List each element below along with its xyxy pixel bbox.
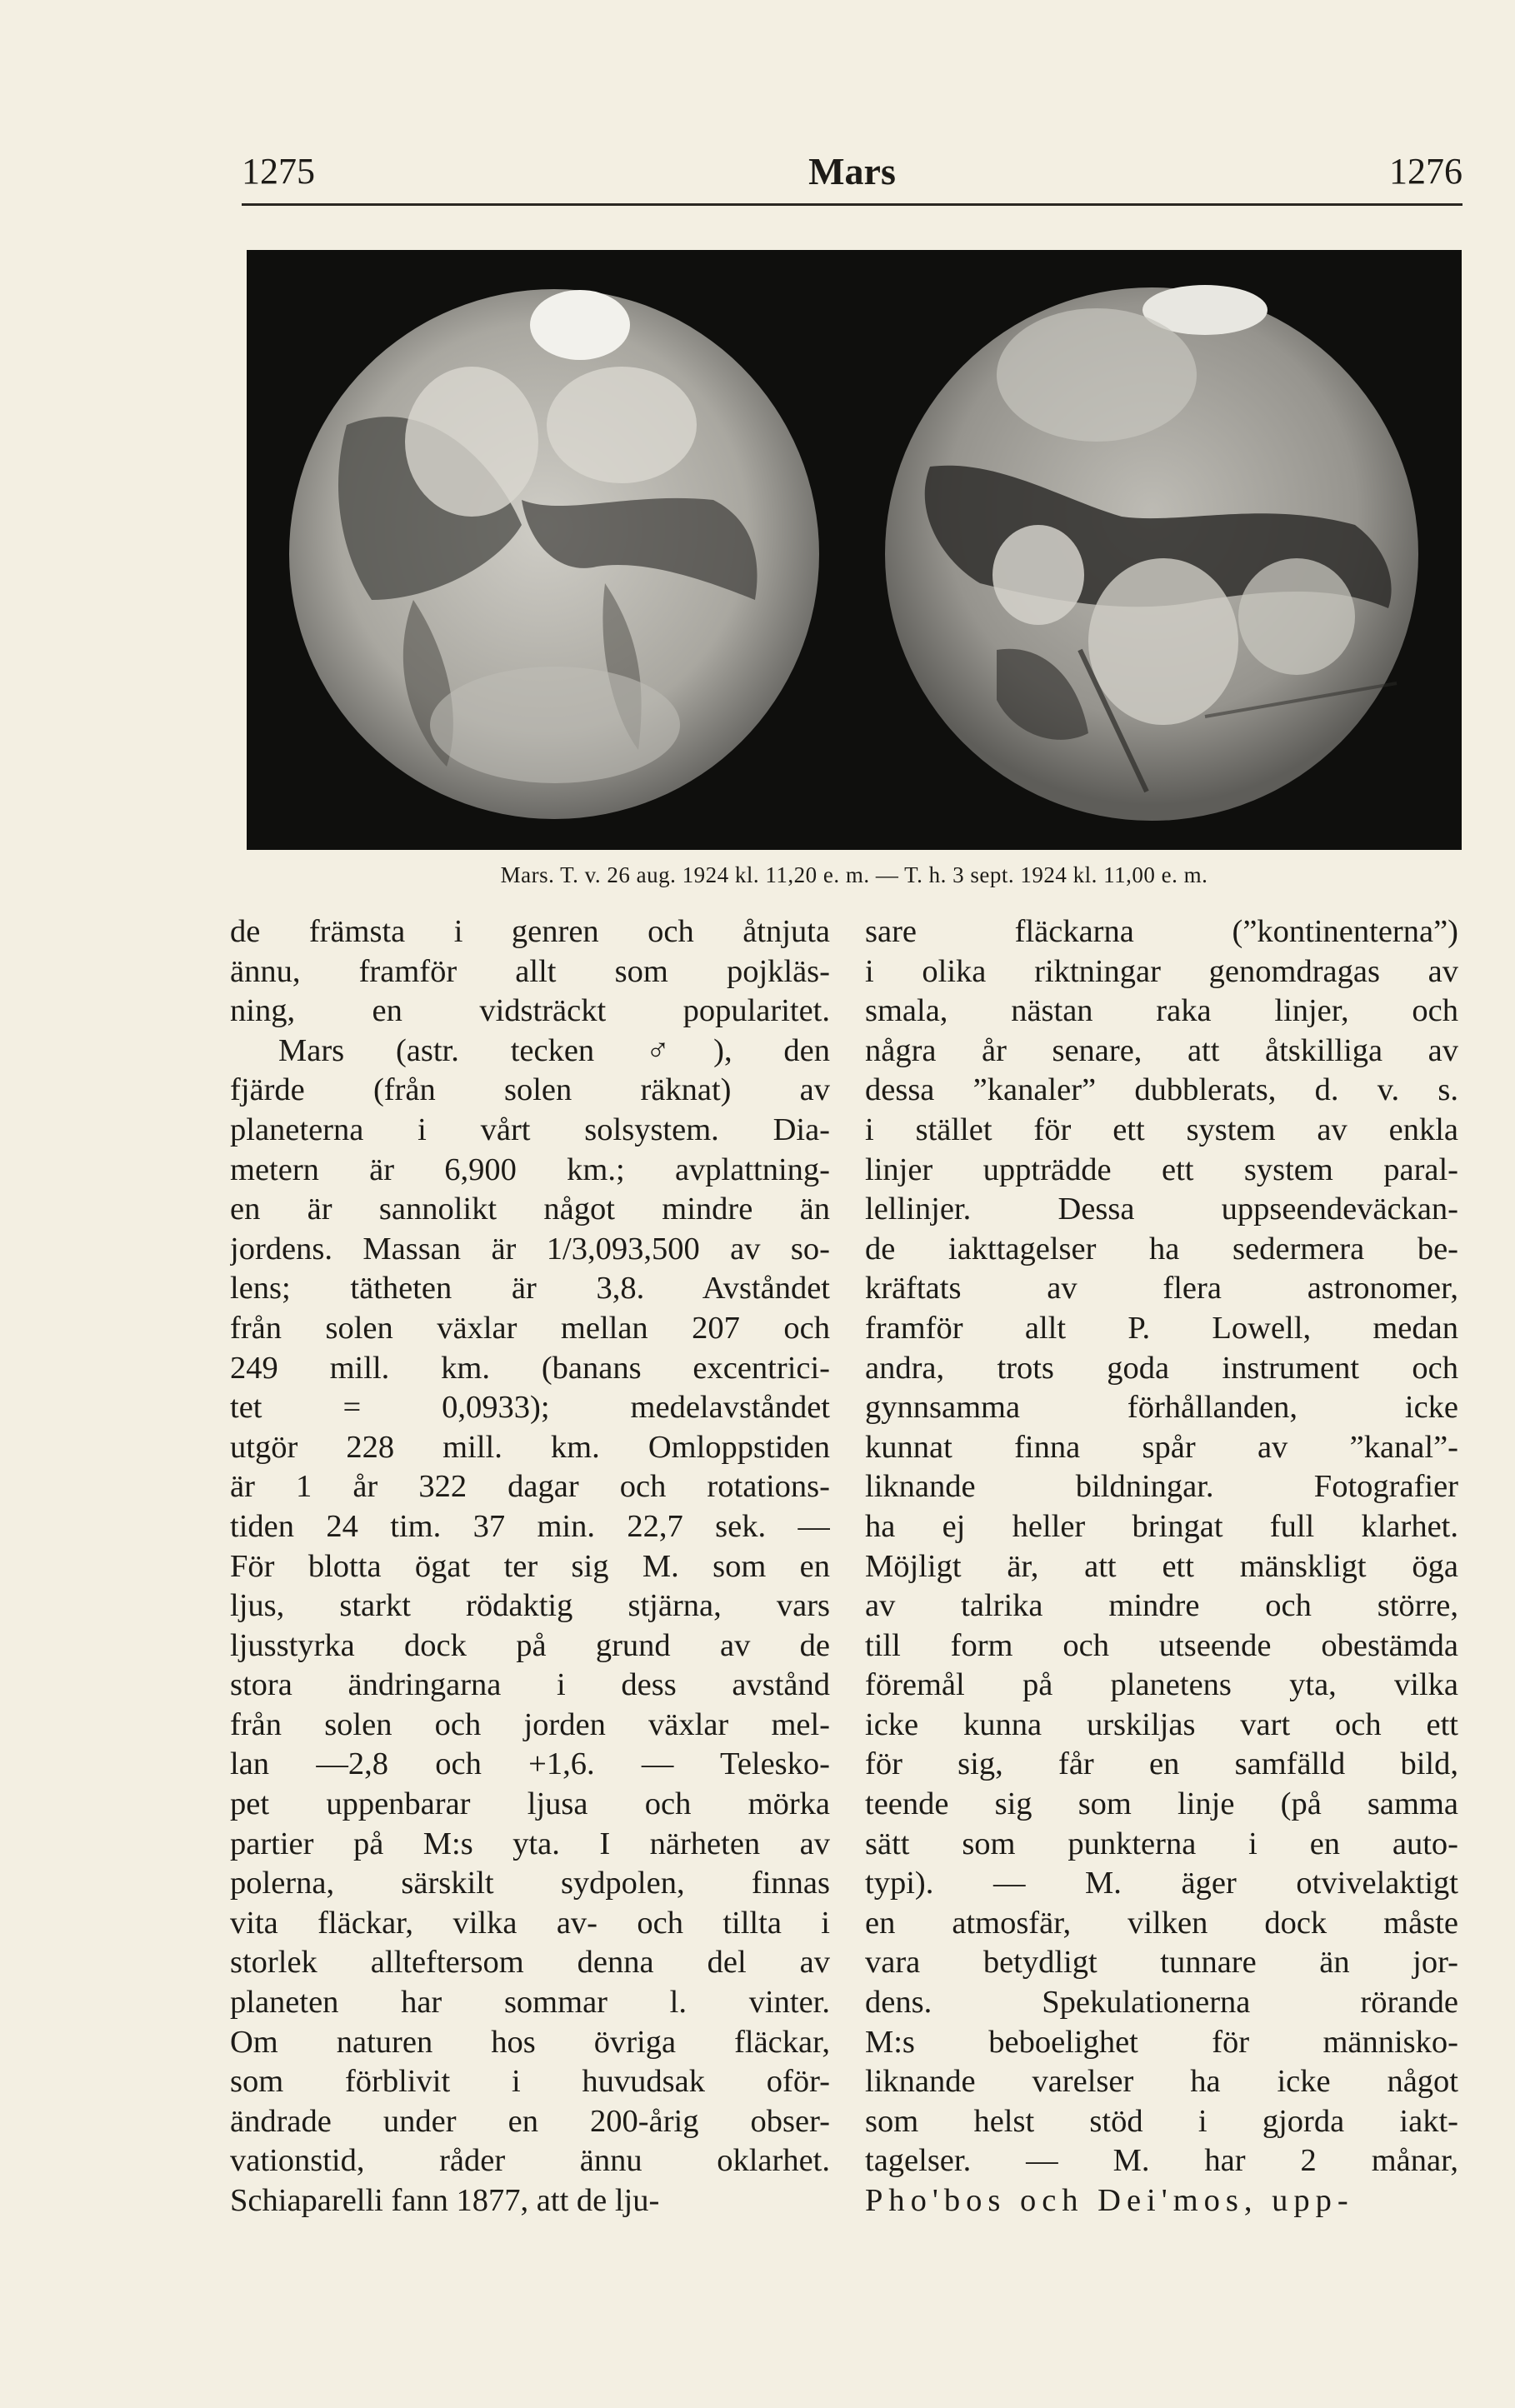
text-line: Pho'bos och Dei'mos, upp- <box>865 2183 1354 2218</box>
text-line: fjärde (från solen räknat) av <box>230 1072 830 1108</box>
entry-heading-line: Mars (astr. tecken ♂), den <box>278 1032 830 1068</box>
text-line: partier på M:s yta. I närheten av <box>230 1826 830 1861</box>
figure-caption: Mars. T. v. 26 aug. 1924 kl. 11,20 e. m. — T. h. 3 sept. 1924 kl. 11,00 e. m. <box>500 862 1208 887</box>
text-line: ljus, starkt rödaktig stjärna, vars <box>230 1588 830 1624</box>
text-line: icke kunna urskiljas vart och ett <box>865 1706 1458 1742</box>
text-line: planeterna i vårt solsystem. Dia- <box>230 1112 830 1147</box>
text-line: för sig, får en samfälld bild, <box>865 1746 1458 1782</box>
text-line: vita fläckar, vilka av- och tillta i <box>230 1905 830 1941</box>
right-text-column <box>865 912 1458 2221</box>
text-line: i stället för ett system av enkla <box>865 1112 1458 1147</box>
text-line: dens. Spekulationerna rörande <box>865 1985 1458 2021</box>
text-line: 249 mill. km. (banans excentrici- <box>230 1350 830 1386</box>
text-line: tagelser. — M. har 2 månar, <box>865 2143 1458 2179</box>
text-line: från solen och jorden växlar mel- <box>230 1706 830 1742</box>
text-line: Schiaparelli fann 1877, att de lju- <box>230 2183 660 2218</box>
text-line: typi). — M. äger otvivelaktigt <box>865 1866 1458 1901</box>
page-header <box>242 148 1462 207</box>
text-line: För blotta ögat ter sig M. som en <box>230 1548 830 1584</box>
text-line: utgör 228 mill. km. Omloppstiden <box>230 1429 830 1465</box>
text-line: dessa ”kanaler” dubblerats, d. v. s. <box>865 1072 1458 1108</box>
text-line: ning, en vidsträckt popularitet. <box>230 993 830 1029</box>
text-line: de främsta i genren och åtnjuta <box>230 914 830 949</box>
text-line: stora ändringarna i dess avstånd <box>230 1667 830 1703</box>
text-line: lens; tätheten är 3,8. Avståndet <box>230 1271 830 1306</box>
text-line: som helst stöd i gjorda iakt- <box>865 2103 1458 2139</box>
text-line: kunnat finna spår av ”kanal”- <box>865 1429 1458 1465</box>
text-line: av talrika mindre och större, <box>865 1588 1458 1624</box>
text-line: liknande varelser ha icke något <box>865 2064 1458 2100</box>
text-line: tiden 24 tim. 37 min. 22,7 sek. — <box>230 1508 830 1544</box>
text-line: polerna, särskilt sydpolen, finnas <box>230 1866 830 1901</box>
text-line: ändrade under en 200-årig obser- <box>230 2103 830 2139</box>
text-line: till form och utseende obestämda <box>865 1627 1458 1663</box>
text-line: i olika riktningar genomdragas av <box>865 953 1458 989</box>
text-line: sare fläckarna (”kontinenterna”) <box>865 914 1458 949</box>
text-line: från solen växlar mellan 207 och <box>230 1310 830 1346</box>
text-line: lellinjer. Dessa uppseendeväckan- <box>865 1192 1458 1227</box>
mars-drawings-image <box>247 250 1462 850</box>
text-line: gynnsamma förhållanden, icke <box>865 1390 1458 1426</box>
text-line: Om naturen hos övriga fläckar, <box>230 2024 830 2060</box>
text-line: pet uppenbarar ljusa och mörka <box>230 1786 830 1822</box>
text-line: Möjligt är, att ett mänskligt öga <box>865 1548 1458 1584</box>
text-line: metern är 6,900 km.; avplattning- <box>230 1152 830 1187</box>
text-line: vationstid, råder ännu oklarhet. <box>230 2143 830 2179</box>
text-line: vara betydligt tunnare än jor- <box>865 1945 1458 1981</box>
text-line: ha ej heller bringat full klarhet. <box>865 1508 1458 1544</box>
text-line: lan —2,8 och +1,6. — Telesko- <box>230 1746 830 1782</box>
left-text-column <box>230 912 830 2221</box>
text-line: teende sig som linje (på samma <box>865 1786 1458 1822</box>
text-line: är 1 år 322 dagar och rotations- <box>230 1469 830 1505</box>
text-line: några år senare, att åtskilliga av <box>865 1032 1458 1068</box>
mars-disk-left <box>289 289 819 819</box>
mars-photograph <box>247 250 1462 850</box>
text-line: linjer uppträdde ett system paral- <box>865 1152 1458 1187</box>
text-line: tet = 0,0933); medelavståndet <box>230 1390 830 1426</box>
text-line: en är sannolikt något mindre än <box>230 1192 830 1227</box>
text-line: framför allt P. Lowell, medan <box>865 1310 1458 1346</box>
header-rule <box>242 203 1462 206</box>
text-line: jordens. Massan är 1/3,093,500 av so- <box>230 1231 830 1266</box>
text-line: en atmosfär, vilken dock måste <box>865 1905 1458 1941</box>
text-line: kräftats av flera astronomer, <box>865 1271 1458 1306</box>
text-line: ännu, framför allt som pojkläs- <box>230 953 830 989</box>
text-line: som förblivit i huvudsak oför- <box>230 2064 830 2100</box>
text-line: storlek allteftersom denna del av <box>230 1945 830 1981</box>
text-line: planeten har sommar l. vinter. <box>230 1985 830 2021</box>
mars-disk-right <box>885 285 1418 821</box>
text-line: smala, nästan raka linjer, och <box>865 993 1458 1029</box>
text-line: de iakttagelser ha sedermera be- <box>865 1231 1458 1266</box>
text-line: andra, trots goda instrument och <box>865 1350 1458 1386</box>
text-line: liknande bildningar. Fotografier <box>865 1469 1458 1505</box>
page-number-left: 1275 <box>242 151 315 192</box>
running-title: Mars <box>808 150 896 192</box>
text-line: ljusstyrka dock på grund av de <box>230 1627 830 1663</box>
text-line: föremål på planetens yta, vilka <box>865 1667 1458 1703</box>
page-number-right: 1276 <box>1389 151 1462 192</box>
text-line: sätt som punkterna i en auto- <box>865 1826 1458 1861</box>
text-line: M:s beboelighet för människo- <box>865 2024 1458 2060</box>
